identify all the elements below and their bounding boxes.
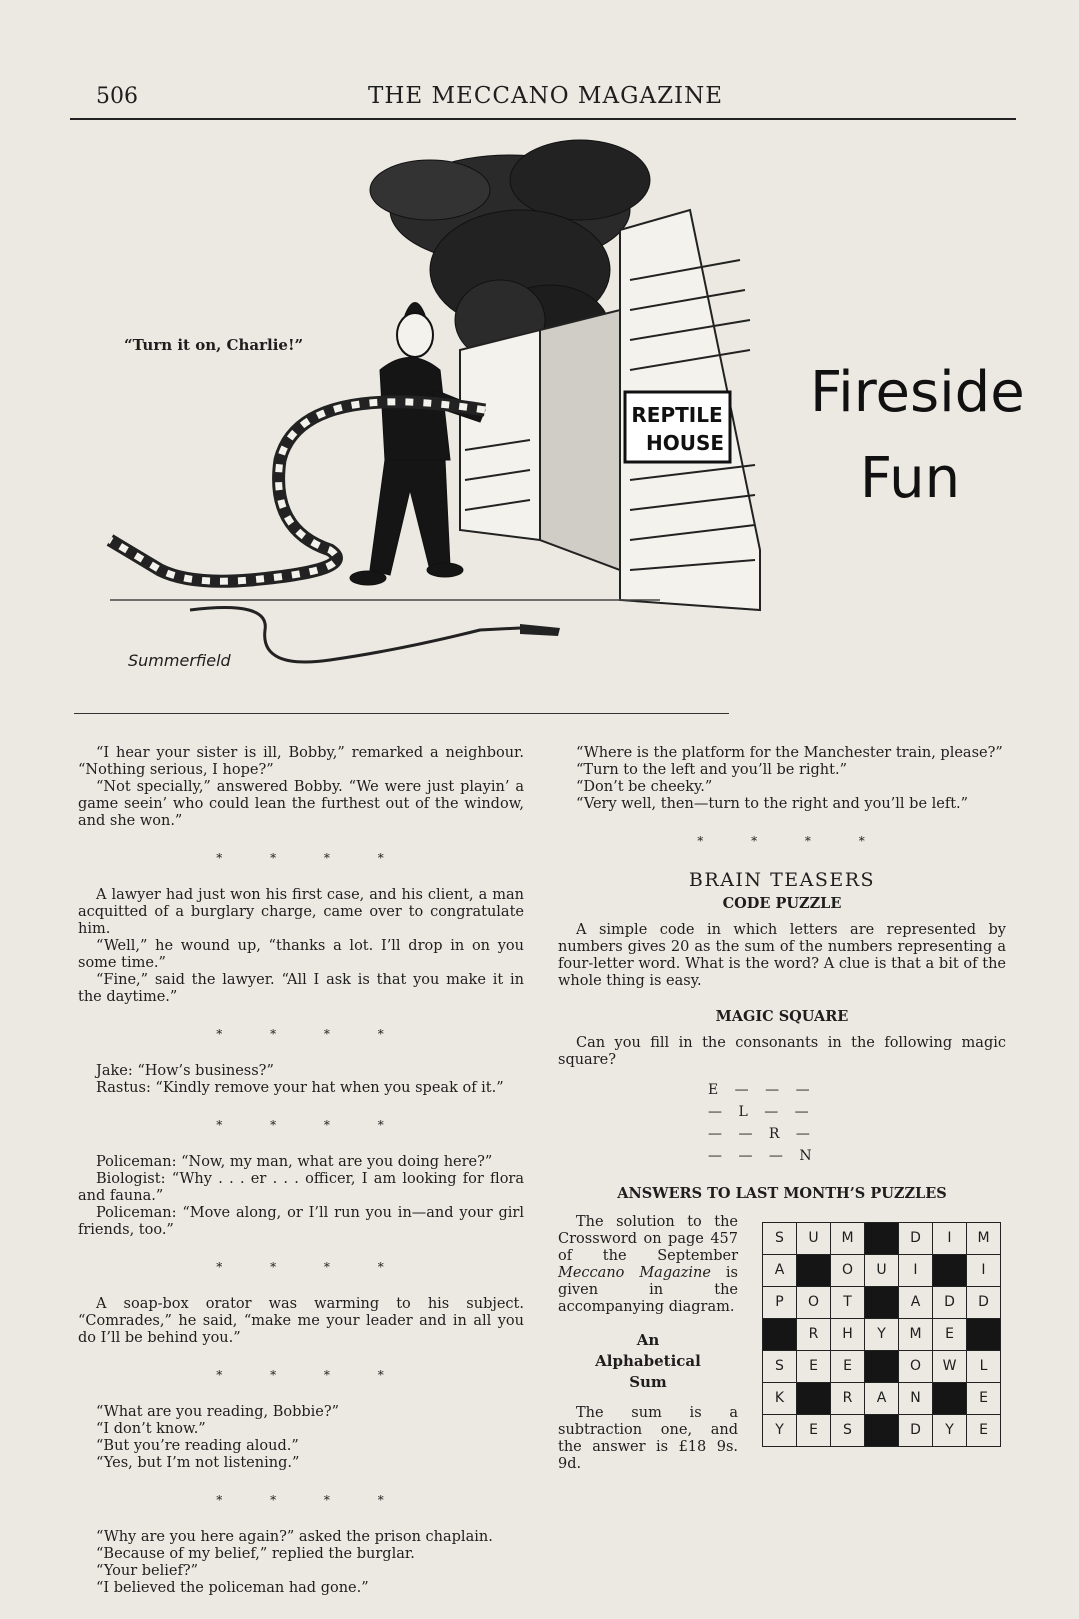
code-puzzle-text: A simple code in which letters are represented by numbers gives 20 as the sum of the numbers representing a four-letter word. What is the word? A clue is that a bit of the whole thing is easy. — [558, 922, 1006, 989]
crossword-row — [763, 1383, 1001, 1415]
crossword-cell: Y — [933, 1415, 967, 1447]
magic-square-heading: MAGIC SQUARE — [715, 1008, 849, 1025]
crossword-black-cell — [865, 1351, 899, 1383]
joke-paragraph: “I hear your sister is ill, Bobby,” remarked a neighbour. “Nothing serious, I hope?” — [78, 745, 524, 778]
separator-stars: * * * * — [216, 1493, 406, 1507]
answers-heading: ANSWERS TO LAST MONTH’S PUZZLES — [617, 1185, 947, 1202]
crossword-cell: I — [933, 1223, 967, 1255]
alpha-heading-line: An — [636, 1331, 660, 1349]
crossword-row — [763, 1351, 1001, 1383]
crossword-cell: A — [865, 1383, 899, 1415]
crossword-cell: K — [763, 1383, 797, 1415]
crossword-cell: E — [967, 1415, 1001, 1447]
separator-stars: * * * * — [697, 834, 887, 848]
crossword-black-cell — [865, 1223, 899, 1255]
crossword-black-cell — [797, 1255, 831, 1287]
right-column — [558, 745, 1006, 1514]
crossword-black-cell — [865, 1287, 899, 1319]
crossword-cell: N — [899, 1383, 933, 1415]
answers-text-italic: Meccano Magazine — [558, 1265, 711, 1281]
crossword-cell: R — [797, 1319, 831, 1351]
joke-paragraph: Biologist: “Why . . . er . . . officer, I am looking for flora and fauna.” — [78, 1171, 524, 1204]
crossword-cell: E — [933, 1319, 967, 1351]
crossword-cell: S — [831, 1415, 865, 1447]
joke-paragraph: “What are you reading, Bobbie?” — [96, 1404, 340, 1420]
magic-square — [708, 1079, 1006, 1167]
crossword-cell: I — [899, 1255, 933, 1287]
joke-paragraph: “Not specially,” answered Bobby. “We were just playin’ a game seein’ who could lean the furthest out of the window, and she won.” — [78, 779, 524, 829]
headline — [810, 350, 1025, 522]
crossword-cell: E — [797, 1415, 831, 1447]
crossword-black-cell — [763, 1319, 797, 1351]
joke-paragraph: “Fine,” said the lawyer. “All I ask is that you make it in the daytime.” — [78, 972, 524, 1005]
crossword-cell: T — [831, 1287, 865, 1319]
crossword-row — [763, 1255, 1001, 1287]
crossword-cell: H — [831, 1319, 865, 1351]
crossword-cell: A — [763, 1255, 797, 1287]
joke-paragraph: Jake: “How’s business?” — [96, 1063, 274, 1079]
crossword-cell: W — [933, 1351, 967, 1383]
joke-paragraph: “Very well, then—turn to the right and you’ll be left.” — [576, 796, 969, 812]
joke-paragraph: “Turn to the left and you’ll be right.” — [576, 762, 847, 778]
answers-text-part2: is given in the accompanying diagram. — [558, 1265, 738, 1315]
crossword-cell: Y — [865, 1319, 899, 1351]
magazine-title: THE MECCANO MAGAZINE — [368, 83, 724, 109]
crossword-black-cell — [933, 1255, 967, 1287]
crossword-cell: D — [899, 1223, 933, 1255]
crossword-black-cell — [967, 1319, 1001, 1351]
joke-paragraph: “Why are you here again?” asked the prison chaplain. — [96, 1529, 493, 1545]
headline-line-2: Fun — [859, 446, 961, 511]
crossword-row — [763, 1415, 1001, 1447]
crossword-cell: P — [763, 1287, 797, 1319]
answers-text-block — [558, 1214, 738, 1473]
answers-section — [558, 1214, 1006, 1514]
crossword-cell: D — [967, 1287, 1001, 1319]
separator-stars: * * * * — [216, 851, 406, 865]
joke-paragraph: “Don’t be cheeky.” — [576, 779, 713, 795]
joke-paragraph: “Where is the platform for the Manchester train, please?” — [576, 745, 1003, 761]
magic-square-row: E — — — — [708, 1082, 816, 1098]
alpha-heading-line: Alphabetical — [595, 1352, 701, 1370]
magic-square-text: Can you fill in the consonants in the following magic square? — [558, 1035, 1006, 1068]
magic-square-row: — — R — — [708, 1126, 816, 1142]
crossword-cell: M — [831, 1223, 865, 1255]
crossword-cell: O — [899, 1351, 933, 1383]
magic-square-row: — L — — — [708, 1104, 815, 1120]
sign-line-1: REPTILE — [631, 403, 723, 427]
crossword-cell: O — [831, 1255, 865, 1287]
page-number: 506 — [96, 84, 138, 109]
separator-stars: * * * * — [216, 1368, 406, 1382]
code-puzzle-heading: CODE PUZZLE — [722, 895, 842, 912]
separator-stars: * * * * — [216, 1260, 406, 1274]
crossword-cell: S — [763, 1351, 797, 1383]
crossword-black-cell — [933, 1383, 967, 1415]
cartoon-caption: “Turn it on, Charlie!” — [124, 336, 304, 354]
crossword-cell: M — [899, 1319, 933, 1351]
joke-paragraph: Rastus: “Kindly remove your hat when you speak of it.” — [96, 1080, 504, 1096]
crossword-cell: E — [797, 1351, 831, 1383]
alpha-heading-line: Sum — [629, 1373, 667, 1391]
separator-stars: * * * * — [216, 1027, 406, 1041]
crossword-cell: U — [797, 1223, 831, 1255]
header-rule — [70, 118, 1016, 120]
crossword-black-cell — [797, 1383, 831, 1415]
crossword-cell: Y — [763, 1415, 797, 1447]
joke-paragraph: A soap-box orator was warming to his subject. “Comrades,” he said, “make me your leader and in all you do I’ll be behind you.” — [78, 1296, 524, 1346]
sign-line-2: HOUSE — [645, 431, 725, 455]
left-column — [78, 745, 524, 1597]
cartoon-illustration — [100, 130, 800, 710]
magic-square-row: — — — N — [708, 1148, 818, 1164]
crossword-cell: O — [797, 1287, 831, 1319]
crossword-cell: S — [763, 1223, 797, 1255]
crossword-cell: M — [967, 1223, 1001, 1255]
headline-line-1: Fireside — [810, 360, 1025, 425]
joke-paragraph: “Yes, but I’m not listening.” — [96, 1455, 300, 1471]
alphabetical-sum-text: The sum is a subtraction one, and the answer is £18 9s. 9d. — [558, 1405, 738, 1472]
crossword-cell: L — [967, 1351, 1001, 1383]
crossword-black-cell — [865, 1415, 899, 1447]
joke-paragraph: “I believed the policeman had gone.” — [96, 1580, 369, 1596]
fire-hose — [190, 608, 520, 663]
alphabetical-sum-heading — [558, 1330, 738, 1393]
brain-teasers-heading: BRAIN TEASERS — [688, 869, 876, 891]
crossword-row — [763, 1223, 1001, 1255]
section-rule — [74, 713, 729, 714]
crossword-row — [763, 1319, 1001, 1351]
separator-stars: * * * * — [216, 1118, 406, 1132]
joke-paragraph: “Because of my belief,” replied the burglar. — [96, 1546, 415, 1562]
crossword-cell: E — [967, 1383, 1001, 1415]
joke-paragraph: “But you’re reading aloud.” — [96, 1438, 299, 1454]
joke-paragraph: A lawyer had just won his first case, and his client, a man acquitted of a burglary charge, came over to congratulate him. — [78, 887, 524, 937]
joke-paragraph: “Your belief?” — [96, 1563, 199, 1579]
crossword-cell: E — [831, 1351, 865, 1383]
crossword-cell: I — [967, 1255, 1001, 1287]
joke-paragraph: “I don’t know.” — [96, 1421, 206, 1437]
crossword-cell: R — [831, 1383, 865, 1415]
joke-paragraph: Policeman: “Now, my man, what are you doing here?” — [96, 1154, 493, 1170]
crossword-cell: D — [899, 1415, 933, 1447]
answers-text-part1: The solution to the Crossword on page 457 of the September — [558, 1214, 738, 1264]
artist-signature: Summerfield — [128, 651, 231, 670]
crossword-solution-text — [558, 1214, 738, 1316]
joke-paragraph: Policeman: “Move along, or I’ll run you in—and your girl friends, too.” — [78, 1205, 524, 1238]
crossword-cell: D — [933, 1287, 967, 1319]
joke-paragraph: “Well,” he wound up, “thanks a lot. I’ll drop in on you some time.” — [78, 938, 524, 971]
crossword-grid — [762, 1222, 1001, 1447]
crossword-row — [763, 1287, 1001, 1319]
crossword-cell: A — [899, 1287, 933, 1319]
crossword-cell: U — [865, 1255, 899, 1287]
